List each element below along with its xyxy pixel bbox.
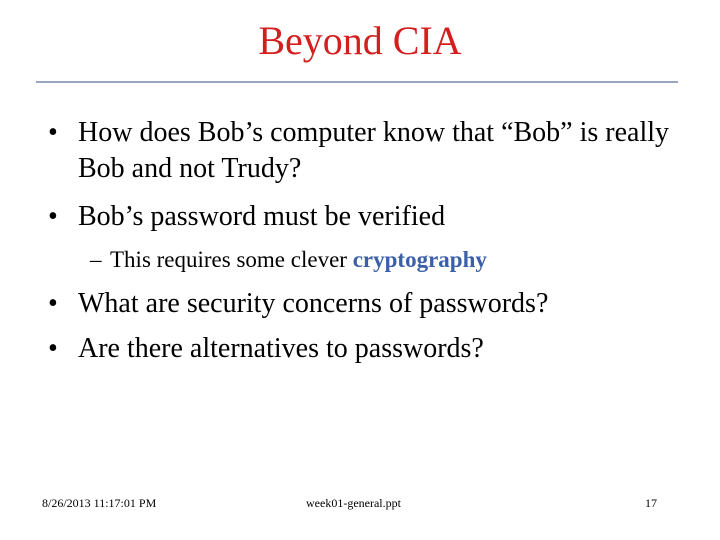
sub-bullet-prefix: This requires some clever [110, 247, 353, 272]
bullet-dot: • [48, 333, 58, 364]
bullet-text: How does Bob’s computer know that “Bob” is really Bob and not Trudy? [78, 117, 670, 184]
bullet-dot: • [48, 201, 58, 232]
bullet-text: Bob’s password must be verified [78, 201, 446, 232]
footer-date: 8/26/2013 11:17:01 PM [42, 496, 157, 510]
title-divider [36, 81, 678, 83]
footer-filename: week01-general.ppt [306, 496, 401, 510]
bullet-text: Are there alternatives to passwords? [78, 333, 484, 364]
bullet-dot: • [48, 288, 58, 319]
slide-title: Beyond CIA [258, 18, 462, 63]
footer-page-number: 17 [645, 496, 657, 510]
sub-bullet-dash: – [90, 247, 102, 272]
bullet-dot: • [48, 117, 58, 148]
sub-bullet-text [110, 245, 487, 275]
sub-bullet-emphasis: cryptography [352, 247, 487, 272]
bullet-text: What are security concerns of passwords? [78, 288, 549, 319]
